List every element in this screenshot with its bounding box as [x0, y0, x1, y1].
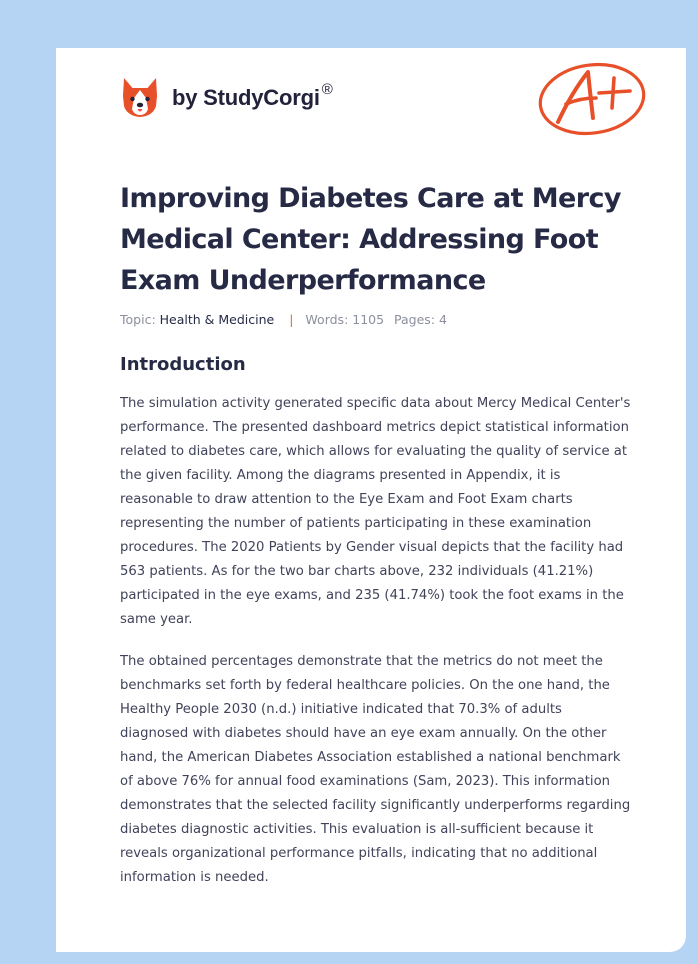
studycorgi-logo[interactable]	[120, 76, 333, 120]
topic-label: Topic:	[120, 312, 156, 327]
document-title: Improving Diabetes Care at Mercy Medical Center: Addressing Foot Exam Underperformance	[120, 183, 621, 296]
document-meta	[120, 312, 447, 327]
brand-name: by StudyCorgi	[172, 85, 320, 110]
page-count: Pages: 4	[394, 312, 447, 327]
topic-link[interactable]: Health & Medicine	[159, 312, 275, 327]
body-paragraph: The simulation activity generated specific data about Mercy Medical Center's performance. The presented dashboard metrics depict statistical information related to diabetes care, which allows for evaluating the quality of service at the given facility. Among the diagrams presented in Appendix, it is reasonable to draw attention to the Eye Exam and Foot Exam charts representing the number of patients participating in these examination procedures. The 2020 Patients by Gender visual depicts that the facility had 563 patients. As for the two bar charts above, 232 individuals (41.21%) participated in the eye exams, and 235 (41.74%) took the foot exams in the same year.	[120, 396, 631, 627]
meta-separator: |	[289, 312, 294, 327]
document-page	[56, 48, 686, 952]
section-heading: Introduction	[120, 354, 246, 375]
word-count: Words: 1105	[305, 312, 385, 327]
body-paragraph: The obtained percentages demonstrate that the metrics do not meet the benchmarks set forth by federal healthcare policies. On the one hand, the Healthy People 2030 (n.d.) initiative indicated that 70.3% of adults diagnosed with diabetes should have an eye exam annually. On the other hand, the American Diabetes Association established a national benchmark of above 76% for annual food examinations (Sam, 2023). This information demonstrates that the selected facility significantly underperforms regarding diabetes diagnostic activities. This evaluation is all-sufficient because it reveals organizational performance pitfalls, indicating that no additional information is needed.	[120, 654, 631, 885]
grade-a-plus-icon	[536, 58, 648, 140]
registered-mark: ®	[321, 80, 333, 98]
corgi-logo-icon	[120, 76, 160, 120]
